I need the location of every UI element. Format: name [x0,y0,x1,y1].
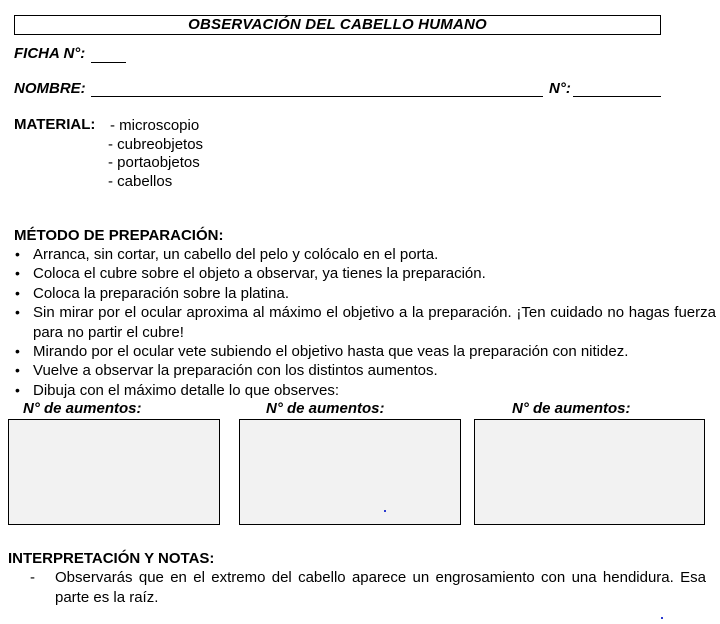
dash-marker: - [30,569,35,586]
metodo-step: • Coloca el cubre sobre el objeto a observar, ya tienes la preparación. [14,264,716,283]
interpretacion-heading: INTERPRETACIÓN Y NOTAS: [8,550,215,567]
numero-label: N°: [549,80,571,97]
interpretacion-note [30,568,706,608]
material-item: - cabellos [108,173,173,190]
ficha-blank-line[interactable] [91,62,126,63]
worksheet-title: OBSERVACIÓN DEL CABELLO HUMANO [14,15,661,35]
aumentos-label-2: N° de aumentos: [266,400,385,417]
metodo-step: • Mirando por el ocular vete subiendo el objetivo hasta que veas la preparación con nitidez. [14,342,716,361]
metodo-step: • Arranca, sin cortar, un cabello del pelo y colócalo en el porta. [14,245,716,264]
material-item: - portaobjetos [108,154,200,171]
metodo-step: • Coloca la preparación sobre la platina. [14,284,716,303]
interpretacion-note-text: Observarás que en el extremo del cabello aparece un engrosamiento con una hendidura. Esa parte es la raíz. [55,569,706,606]
nombre-label: NOMBRE: [14,80,86,97]
metodo-step: • Sin mirar por el ocular aproxima al máximo el objetivo a la preparación. ¡Ten cuidado no hagas fuerza para no partir el cubre! [14,303,716,342]
metodo-heading: MÉTODO DE PREPARACIÓN: [14,227,224,244]
aumentos-label-3: N° de aumentos: [512,400,631,417]
drawing-box-1[interactable] [8,419,220,525]
material-label: MATERIAL: [14,116,96,133]
metodo-steps-list [14,245,716,400]
numero-blank-line[interactable] [573,96,661,97]
drawing-box-3[interactable] [474,419,705,525]
metodo-step: • Dibuja con el máximo detalle lo que observes: [14,381,716,400]
stray-dot [384,510,386,512]
ficha-label: FICHA N°: [14,45,86,62]
nombre-blank-line[interactable] [91,96,543,97]
stray-dot [661,617,663,619]
metodo-step: • Vuelve a observar la preparación con los distintos aumentos. [14,361,716,380]
material-item: - microscopio [110,117,200,134]
drawing-box-2[interactable] [239,419,461,525]
aumentos-label-1: N° de aumentos: [23,400,142,417]
material-item: - cubreobjetos [108,136,204,153]
